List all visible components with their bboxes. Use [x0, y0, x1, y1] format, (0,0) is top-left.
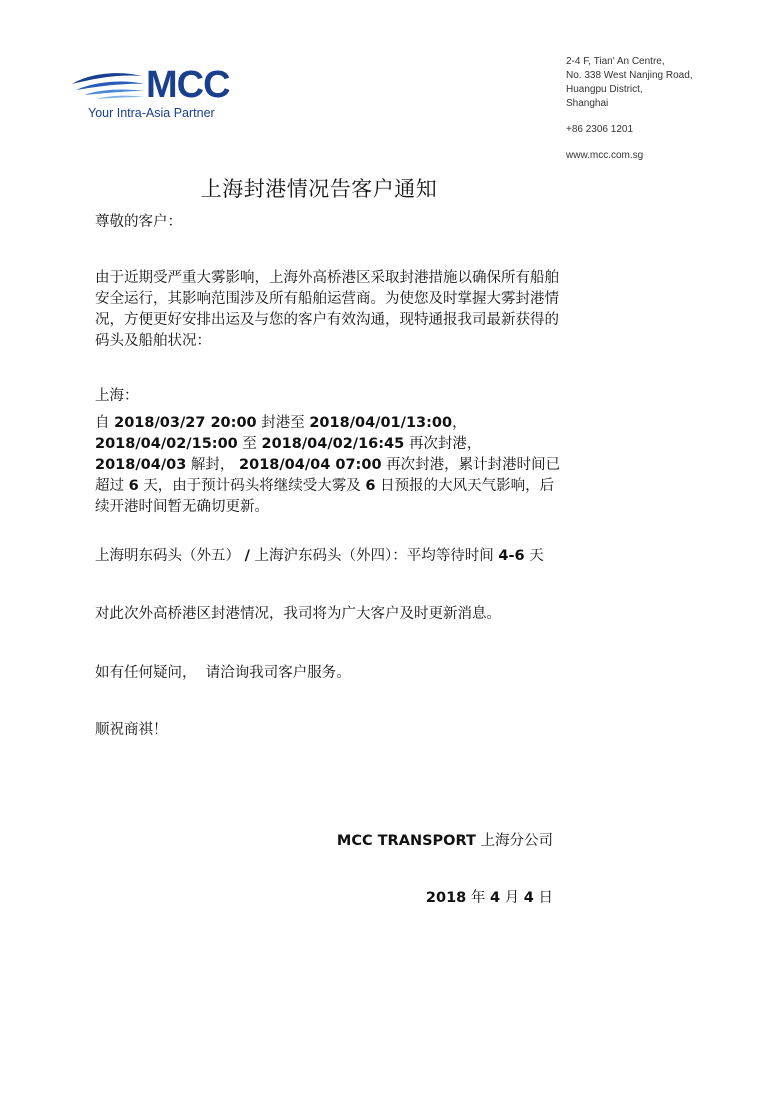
update-note: 对此次外高桥港区封港情况，我司将为广大客户及时更新消息。 [95, 606, 501, 622]
mcc-logo [70, 62, 255, 124]
website-link[interactable]: www.mcc.com.sg [566, 150, 644, 161]
closing-line: 顺祝商祺！ [95, 722, 168, 738]
contact-note: 如有任何疑问， 请洽询我司客户服务。 [95, 665, 351, 681]
company-address [566, 55, 693, 163]
closure-schedule: 自 2018/03/27 20:00 封港至 2018/04/01/13:00， 2018/04/02/15:00 至 2018/04/02/16:45 再次封港， 2018/04/03 解封， 2018/04/04 07:00 再次封港，累计封港时间已超过 6 天，由于预计码头将继续受大雾及 6 日预报的大风天气影响，后续开港时间暂无确切更新。 [95, 415, 561, 515]
intro-paragraph: 由于近期受严重大雾影响，上海外高桥港区采取封港措施以确保所有船舶安全运行，其影响范围涉及所有船舶运营商。为使您及时掌握大雾封港情况，方便更好安排出运及与您的客户有效沟通，现特通报我司最新获得的码头及船舶状况： [95, 270, 559, 349]
signature-company: MCC TRANSPORT 上海分公司 [336, 833, 553, 849]
salutation: 尊敬的客户： [95, 214, 182, 230]
address-line: No. 338 West Nanjing Road, [566, 70, 693, 81]
signature-date: 2018 年 4 月 4 日 [425, 890, 553, 906]
address-line: Huangpu District, [566, 84, 643, 95]
phone-number: +86 2306 1201 [566, 124, 634, 135]
document-title: 上海封港情况告客户通知 [200, 177, 438, 201]
terminal-wait-time: 上海明东码头（外五） / 上海沪东码头（外四）：平均等待时间 4-6 天 [95, 548, 544, 564]
location-heading: 上海： [95, 388, 139, 404]
logo-tagline: Your Intra-Asia Partner [88, 106, 215, 120]
address-line: Shanghai [566, 98, 609, 109]
address-line: 2-4 F, Tian' An Centre, [566, 56, 665, 67]
logo-wordmark: MCC [146, 64, 230, 106]
